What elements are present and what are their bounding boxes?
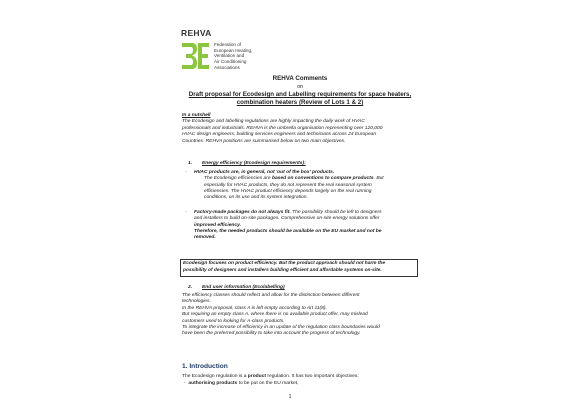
logo-line: Air Conditioning xyxy=(214,59,247,65)
bullet-text-line: efficiencies. The HVAC product efficiency depends largely on the real running xyxy=(204,188,372,194)
logo-federation-text xyxy=(214,42,284,71)
bullet-dash: - xyxy=(185,210,187,215)
introduction-heading: 1. Introduction xyxy=(182,363,228,370)
document-title-line-1: Draft proposal for Ecodesign and Labelling requirements for space heaters, xyxy=(188,91,412,98)
logo-line: Ventilation and xyxy=(214,53,245,59)
text-run: The Ecodesign regulation is a xyxy=(182,374,248,379)
nutshell-line: HVAC design engineers, building services engineers and technicians across 24 European xyxy=(182,132,377,138)
body-line: In the REHVA proposal, class A is left empty according to Art 11(8). xyxy=(182,305,327,311)
bullet-dash: - xyxy=(185,170,187,175)
introduction-paragraph xyxy=(182,374,418,380)
box-line: Ecodesign focuses on product efficiency. But the product approach should not harm the xyxy=(183,261,386,266)
logo-line: European Heating, xyxy=(214,47,253,53)
bullet-text-line: and installers to build on-site packages. Comprehensive on-site energy solutions offer xyxy=(194,216,380,222)
section-title: End user information (Ecolabelling) xyxy=(202,285,285,290)
text-run: regulation. It has two important objectives: xyxy=(266,374,359,379)
text-run: The possibility should be left to designers xyxy=(290,210,382,215)
introduction-bullet xyxy=(184,381,420,387)
section-2-heading xyxy=(182,285,285,290)
rehva-3e-mark-icon xyxy=(180,40,211,72)
nutshell-heading: In a nutshell xyxy=(182,113,211,118)
bullet-text-line: improved efficiency. xyxy=(194,222,242,228)
text-run-bold: product xyxy=(247,374,266,379)
body-line: technologies. xyxy=(182,299,211,305)
rehva-logo xyxy=(180,28,284,72)
bullet-text-line: especially for HVAC products, they do not represent the real seasonal system xyxy=(204,182,372,188)
nutshell-line: professionals and industrials. REHVA is the umbrella organisation representing over 120,000 xyxy=(182,125,383,131)
section-title: Energy efficiency (Ecodesign requirements): xyxy=(202,161,306,166)
ecodesign-summary-box xyxy=(180,259,418,277)
body-line: The efficiency classes should reflect and allow for the distinction between different xyxy=(182,293,360,298)
section-1-heading xyxy=(182,161,306,166)
body-line: To integrate the increase of efficiency in an update of the regulation class boundaries would xyxy=(182,325,380,331)
nutshell-section xyxy=(182,113,418,145)
bullet-lead: HVAC products are, in general, not 'out of the box' products. xyxy=(194,170,335,175)
text-run-bold: based on conventions to compare products xyxy=(271,176,374,182)
document-title xyxy=(180,91,420,107)
bullet-text-line xyxy=(194,176,416,182)
logo-name: REHVA xyxy=(181,28,212,38)
body-line: customers used to looking for A-class products. xyxy=(182,318,285,324)
body-line: have been the preferred possibility to take into account the progress of technology. xyxy=(182,331,361,337)
page-number: 1 xyxy=(288,394,292,400)
document-title-line-2: combination heaters (Review of Lots 1 & 2) xyxy=(236,99,364,106)
section-2-body xyxy=(182,293,418,338)
text-run: The Ecodesign efficiencies are xyxy=(204,176,272,182)
nutshell-line: The Ecodesign and labelling regulations are highly impacting the daily work of HVAC xyxy=(182,119,365,125)
bullet-text-line: removed. xyxy=(194,235,216,241)
text-run: to be put on the EU market, xyxy=(237,381,299,386)
box-line: possibility of designers and installers building efficient and affordable systems on-site. xyxy=(183,267,382,273)
section-1-bullet-2 xyxy=(185,210,416,241)
bullet-text-line: conditions, on its use and its system integration. xyxy=(204,195,308,201)
logo-line: Associations xyxy=(214,64,240,70)
text-run-bold: authorising products xyxy=(188,381,238,386)
nutshell-line: Countries. REHVA positions are summarised below on two main objectives. xyxy=(182,138,346,144)
logo-line: Federation of xyxy=(214,42,242,47)
comments-title: REHVA Comments xyxy=(272,75,328,82)
body-line: But requiring an empty class A, where there is no available product offer, may mislead xyxy=(182,312,368,318)
bullet-text-line: Therefore, the needed products should be available on the EU market and not be xyxy=(194,228,382,234)
section-1-bullet-1 xyxy=(185,170,416,201)
section-number: 1. xyxy=(188,161,193,166)
bullet-dash: - xyxy=(184,381,189,386)
section-number: 2. xyxy=(188,285,193,290)
on-label: on xyxy=(297,84,303,90)
bullet-lead: Factory-made packages do not always fit. xyxy=(194,210,291,215)
text-run: . But xyxy=(373,176,384,182)
